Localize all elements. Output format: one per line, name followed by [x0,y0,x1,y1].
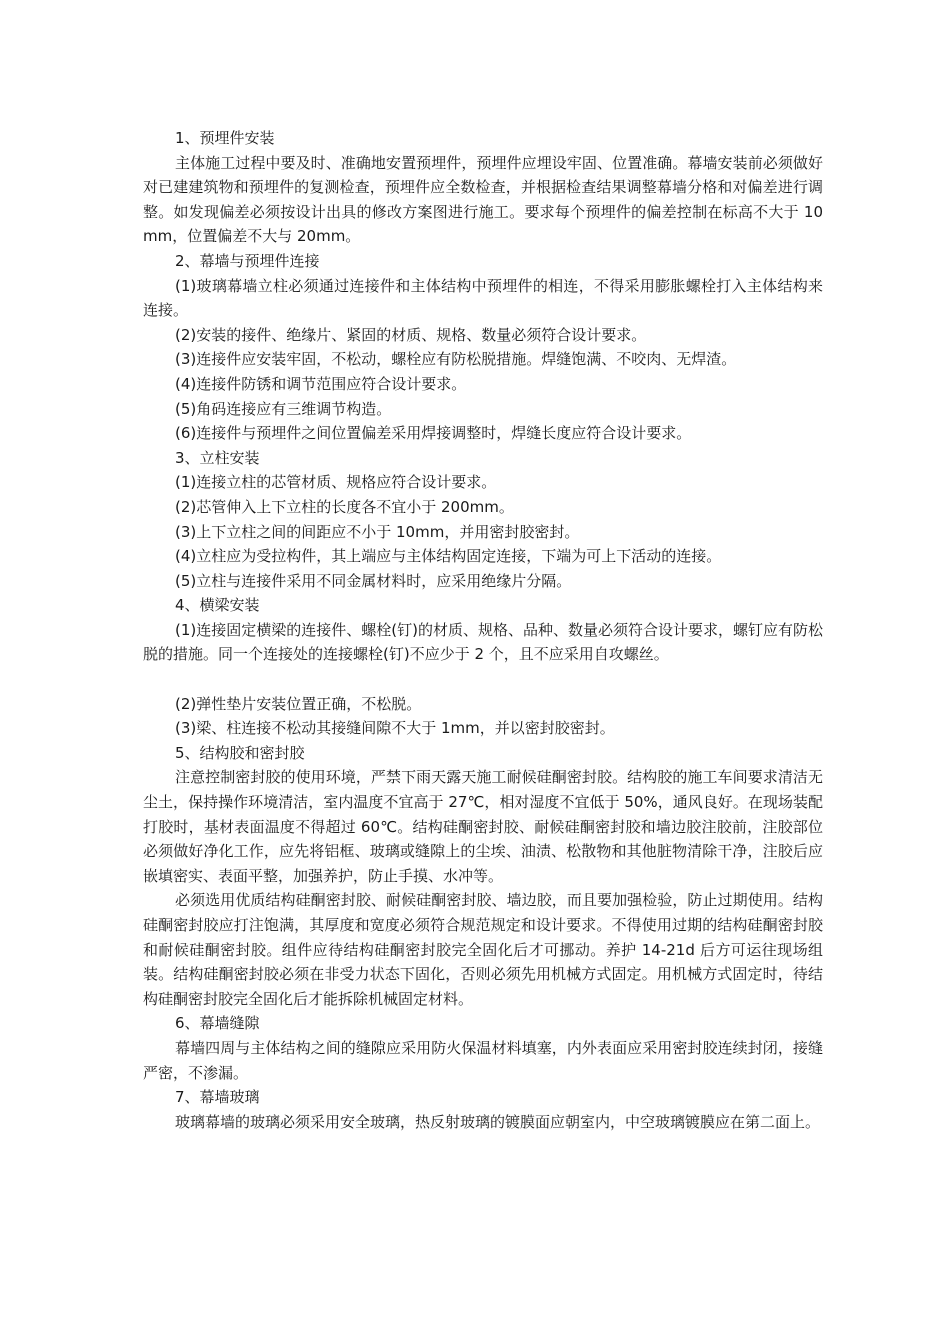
list-item: (3)梁、柱连接不松动其接缝间隙不大于 1mm，并以密封胶密封。 [175,719,615,738]
paragraph: 注意控制密封胶的使用环境，严禁下雨天露天施工耐候硅酮密封胶。结构胶的施工车间要求清洁无尘土，保持操作环境清洁，室内温度不宜高于 27℃，相对湿度不宜低于 50%，通风良好。在现场装配打胶时，基材表面温度不得超过 60℃。结构硅酮密封胶、耐候硅酮密封胶和墙边胶注胶前，注胶部位必须做好净化工作，应先将铝框、玻璃或缝隙上的尘埃、油渍、松散物和其他脏物清除干净，注胶后应嵌填密实、表面平整，加强养护，防止手摸、水冲等。 [143,768,823,885]
paragraph: 玻璃幕墙的玻璃必须采用安全玻璃，热反射玻璃的镀膜面应朝室内，中空玻璃镀膜应在第二面上。 [175,1112,821,1131]
blank-line [143,667,823,692]
list-item: (4)立柱应为受拉构件，其上端应与主体结构固定连接，下端为可上下活动的连接。 [175,547,722,566]
list-item: (5)立柱与连接件采用不同金属材料时，应采用绝缘片分隔。 [175,571,572,590]
list-item: (3)连接件应安装牢固，不松动，螺栓应有防松脱措施。焊缝饱满、不咬肉、无焊渣。 [175,350,737,369]
list-item: (2)芯管伸入上下立柱的长度各不宜小于 200mm。 [175,497,514,516]
paragraph: 幕墙四周与主体结构之间的缝隙应采用防火保温材料填塞，内外表面应采用密封胶连续封闭，接缝严密，不渗漏。 [143,1038,823,1082]
section-heading: 4、横梁安装 [175,596,260,615]
list-item: (1)玻璃幕墙立柱必须通过连接件和主体结构中预埋件的相连，不得采用膨胀螺栓打入主体结构来连接。 [143,276,823,320]
section-heading: 2、幕墙与预埋件连接 [175,251,320,270]
list-item: (1)连接立柱的芯管材质、规格应符合设计要求。 [175,473,497,492]
document-body [143,126,823,1134]
section-heading: 3、立柱安装 [175,448,260,467]
list-item: (5)角码连接应有三维调节构造。 [175,399,392,418]
list-item: (4)连接件防锈和调节范围应符合设计要求。 [175,374,467,393]
paragraph: 主体施工过程中要及时、准确地安置预埋件，预埋件应埋设牢固、位置准确。幕墙安装前必须做好对已建建筑物和预埋件的复测检查，预埋件应全数检查，并根据检查结果调整幕墙分格和对偏差进行调整。如发现偏差必须按设计出具的修改方案图进行施工。要求每个预埋件的偏差控制在标高不大于 10mm，位置偏差不大与 20mm。 [143,153,823,246]
paragraph: 必须选用优质结构硅酮密封胶、耐候硅酮密封胶、墙边胶，而且要加强检验，防止过期使用。结构硅酮密封胶应打注饱满，其厚度和宽度必须符合规范规定和设计要求。不得使用过期的结构硅酮密封胶和耐候硅酮密封胶。组件应待结构硅酮密封胶完全固化后才可挪动。养护 14-21d 后方可运往现场组装。结构硅酮密封胶必须在非受力状态下固化，否则必须先用机械方式固定。用机械方式固定时，待结构硅酮密封胶完全固化后才能拆除机械固定材料。 [143,891,823,1008]
list-item: (3)上下立柱之间的间距应不小于 10mm，并用密封胶密封。 [175,522,580,541]
section-heading: 1、预埋件安装 [175,129,275,147]
list-item: (1)连接固定横梁的连接件、螺栓(钉)的材质、规格、品种、数量必须符合设计要求，螺钉应有防松脱的措施。同一个连接处的连接螺栓(钉)不应少于 2 个，且不应采用自攻螺丝。 [143,620,823,664]
list-item: (6)连接件与预埋件之间位置偏差采用焊接调整时，焊缝长度应符合设计要求。 [175,424,692,443]
section-heading: 6、幕墙缝隙 [175,1014,260,1033]
section-heading: 7、幕墙玻璃 [175,1088,260,1107]
list-item: (2)安装的接件、绝缘片、紧固的材质、规格、数量必须符合设计要求。 [175,325,647,344]
section-heading: 5、结构胶和密封胶 [175,743,305,762]
list-item: (2)弹性垫片安装位置正确，不松脱。 [175,694,422,713]
